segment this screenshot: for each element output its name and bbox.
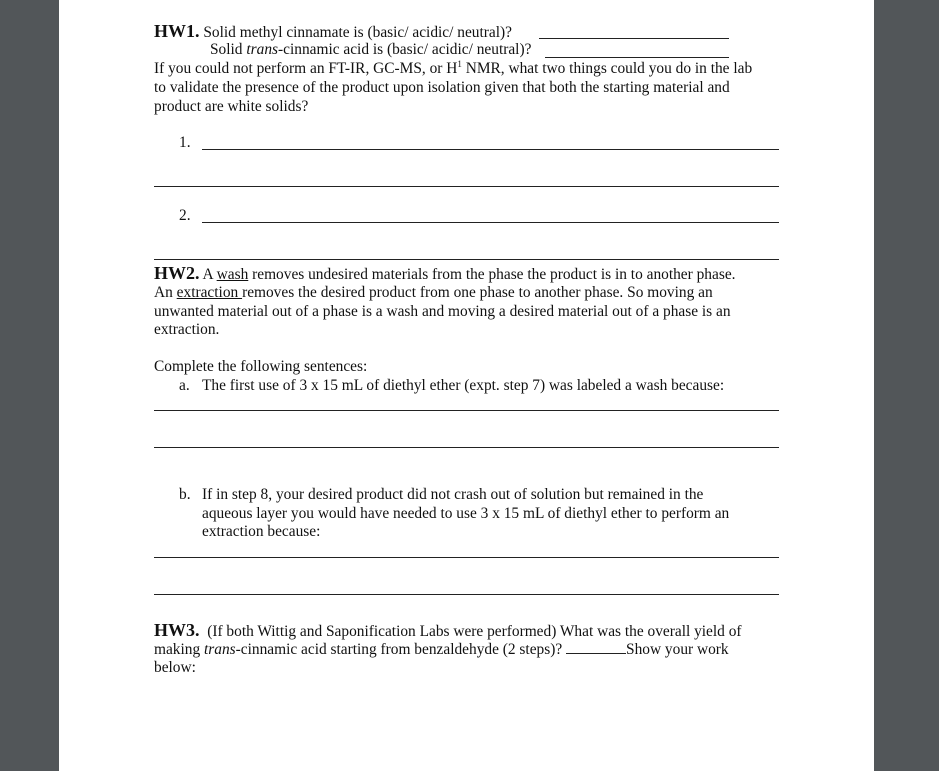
hw2-line2 — [154, 284, 713, 302]
hw2-a-answer-line-1[interactable] — [154, 410, 779, 411]
hw3-l1: (If both Wittig and Saponification Labs were performed) What was the overall yield of — [199, 623, 742, 640]
hw1-item1-label: 1. — [179, 134, 191, 151]
hw2-b-text-1: If in step 8, your desired product did not crash out of solution but remained in the — [202, 486, 704, 503]
hw2-a-answer-line-2[interactable] — [154, 447, 779, 448]
hw1-q1-answer-line[interactable] — [539, 38, 729, 39]
hw1-item2-answer-line-2[interactable] — [154, 259, 779, 260]
hw2-extraction-term: extraction — [176, 284, 243, 301]
hw3-label: HW3. — [154, 620, 200, 640]
hw2-complete-prompt: Complete the following sentences: — [154, 358, 368, 375]
hw1-q2-suffix: -cinnamic acid is (basic/ acidic/ neutral)? — [278, 41, 532, 58]
hw2-b-text-2: aqueous layer you would have needed to use 3 x 15 mL of diethyl ether to perform an — [202, 505, 730, 522]
hw2-a-text: The first use of 3 x 15 mL of diethyl ether (expt. step 7) was labeled a wash because: — [202, 377, 725, 394]
hw1-label: HW1. — [154, 21, 200, 41]
hw3-line1 — [154, 621, 742, 641]
hw1-body-line1 — [154, 60, 752, 78]
hw3-l2b: -cinnamic acid starting from benzaldehyde (2 steps)? — [235, 641, 567, 658]
hw1-q1: Solid methyl cinnamate is (basic/ acidic/ neutral)? — [203, 24, 512, 41]
hw1-body-l1a: If you could not perform an FT-IR, GC-MS, or H — [154, 60, 458, 77]
hw2-l2b: removes the desired product from one phase to another phase. So moving an — [242, 284, 713, 301]
hw2-b-answer-line-1[interactable] — [154, 557, 779, 558]
hw2-b-answer-line-2[interactable] — [154, 594, 779, 595]
hw1-item1-answer-line-2[interactable] — [154, 186, 779, 187]
hw1-item2-label: 2. — [179, 207, 191, 224]
hw1-q2-prefix: Solid — [210, 41, 247, 58]
hw1-q2-answer-line[interactable] — [545, 57, 729, 58]
hw3-l2a: making — [154, 641, 205, 658]
hw1-body-l1b: NMR, what two things could you do in the lab — [461, 60, 753, 77]
document-page — [59, 0, 874, 771]
hw1-q2 — [210, 41, 531, 59]
hw2-l2a: An — [154, 284, 177, 301]
hw2-a-label: a. — [179, 377, 190, 394]
hw2-wash-term: wash — [216, 266, 249, 283]
hw2-b-label: b. — [179, 486, 191, 503]
hw1-body-sup: 1 — [457, 58, 462, 69]
hw1-item2-answer-line[interactable] — [202, 222, 779, 223]
hw1-q2-italic: trans — [246, 41, 279, 58]
hw2-line3: unwanted material out of a phase is a wash and moving a desired material out of a phase is an — [154, 303, 731, 320]
hw2-line1 — [154, 264, 736, 284]
hw2-label: HW2. — [154, 263, 200, 283]
hw2-l1b: removes undesired materials from the phase the product is in to another phase. — [248, 266, 736, 283]
hw3-l2c: Show your work — [626, 641, 729, 658]
hw3-line3: below: — [154, 659, 196, 676]
hw3-l2-italic: trans — [204, 641, 236, 658]
hw1-line1 — [154, 22, 512, 42]
hw1-item1-answer-line[interactable] — [202, 149, 779, 150]
hw2-b-text-3: extraction because: — [202, 523, 321, 540]
hw3-yield-answer-line[interactable] — [566, 640, 626, 654]
hw1-body-line2: to validate the presence of the product upon isolation given that both the starting material and — [154, 79, 730, 96]
hw2-line4: extraction. — [154, 321, 220, 338]
hw2-l1a: A — [199, 266, 217, 283]
hw3-line2 — [154, 640, 729, 659]
hw1-body-line3: product are white solids? — [154, 98, 309, 115]
